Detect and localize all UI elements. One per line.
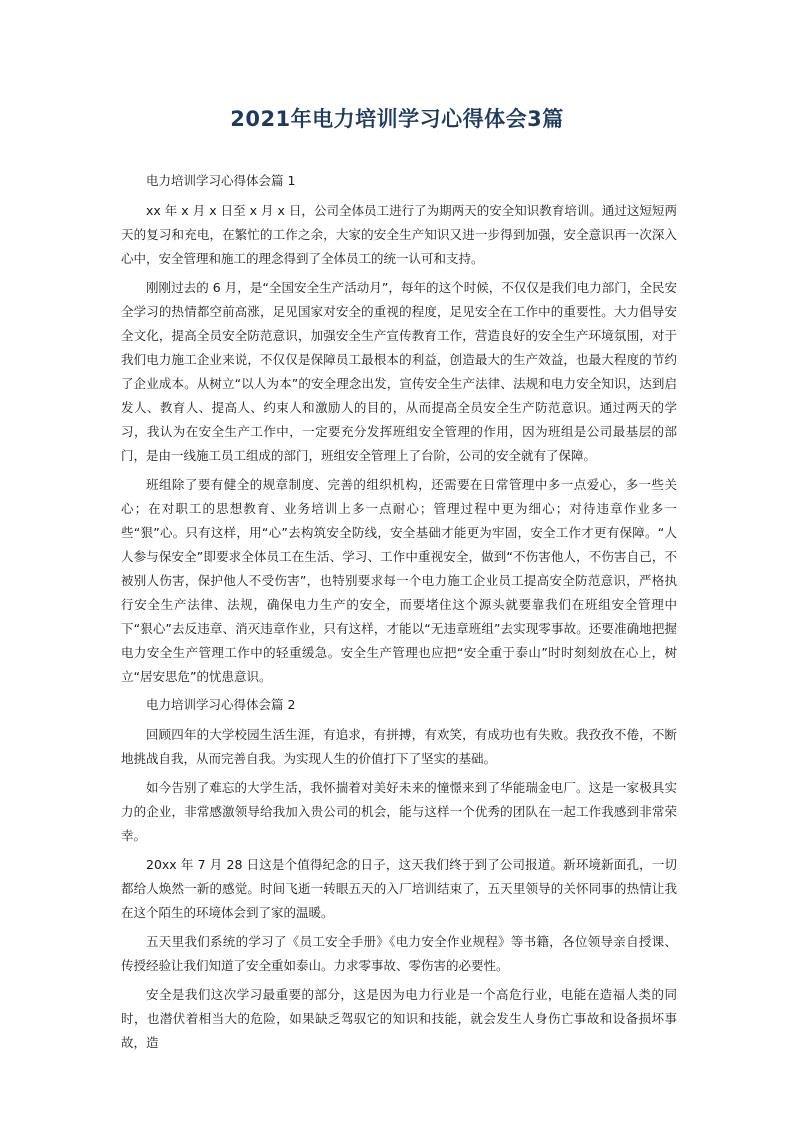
paragraph: 五天里我们系统的学习了《员工安全手册》《电力安全作业规程》等书籍，各位领导亲自授课、传授经验让我们知道了安全重如泰山。力求零事故、零伤害的必要性。 [121,934,677,973]
paragraph: 如今告别了难忘的大学生活，我怀揣着对美好未来的憧憬来到了华能瑞金电厂。这是一家极具实力的企业，非常感激领导给我加入贵公司的机会，能与这样一个优秀的团队在一起工作我感到非常荣幸。 [121,780,677,843]
paragraph: 安全是我们这次学习最重要的部分，这是因为电力行业是一个高危行业，电能在造福人类的同时，也潜伏着相当大的危险，如果缺乏驾驭它的知识和技能，就会发生人身伤亡事故和设备损坏事故，造 [121,987,677,1050]
paragraph: 刚刚过去的 6 月，是“全国安全生产活动月”，每年的这个时候，不仅仅是我们电力部门，全民安全学习的热情都空前高涨，足见国家对安全的重视的程度，足见安全在工作中的重要性。大力倡导安全文化，提高全员安全防范意识，加强安全生产宣传教育工作，营造良好的安全生产环境氛围，对于我们电力施工企业来说，不仅仅是保障员工最根本的利益，创造最大的生产效益，也最大程度的节约了企业成本。从树立“以人为本”的安全理念出发，宣传安全生产法律、法规和电力安全知识，达到启发人、教育人、提高人、约束人和激励人的目的，从而提高全员安全生产防范意识。通过两天的学习，我认为在安全生产工作中，一定要充分发挥班组安全管理的作用，因为班组是公司最基层的部门，是由一线施工员工组成的部门，班组安全管理上了台阶，公司的安全就有了保障。 [121,280,677,463]
document-title: 2021年电力培训学习心得体会3篇 [230,107,564,131]
paragraph: 20xx 年 7 月 28 日这是个值得纪念的日子，这天我们终于到了公司报道。新环境新面孔，一切都给人焕然一新的感觉。时间飞逝一转眼五天的入厂培训结束了，五天里领导的关怀同事的热情让我在这个陌生的环境体会到了家的温暖。 [121,857,677,920]
paragraph: 班组除了要有健全的规章制度、完善的组织机构，还需要在日常管理中多一点爱心，多一些关心；在对职工的思想教育、业务培训上多一点耐心；管理过程中更为细心；对待违章作业多一些“狠”心。只有这样，用“心”去构筑安全防线，安全基础才能更为牢固，安全工作才更有保障。“人人参与保安全”即要求全体员工在生活、学习、工作中重视安全，做到“不伤害他人，不伤害自己，不被别人伤害，保护他人不受伤害”，也特别要求每一个电力施工企业员工提高安全防范意识，严格执行安全生产法律、法规，确保电力生产的安全，而要堵住这个源头就要靠我们在班组安全管理中下“狠心”去反违章、消灭违章作业，只有这样，才能以“无违章班组”去实现零事故。还要准确地把握电力安全生产管理工作中的轻重缓急。安全生产管理也应把“安全重于泰山”时时刻刻放在心上，树立“居安思危”的忧患意识。 [121,477,677,684]
section-heading-1: 电力培训学习心得体会篇 1 [146,173,296,188]
section-heading-2: 电力培训学习心得体会篇 2 [146,697,296,712]
paragraph: xx 年 x 月 x 日至 x 月 x 日，公司全体员工进行了为期两天的安全知识教育培训。通过这短短两天的复习和充电，在繁忙的工作之余，大家的安全生产知识又进一步得到加强，安全意识再一次深入心中，安全管理和施工的理念得到了全体员工的统一认可和支持。 [121,203,677,266]
paragraph: 回顾四年的大学校园生活生涯，有追求，有拼搏，有欢笑，有成功也有失败。我孜孜不倦，不断地挑战自我，从而完善自我。为实现人生的价值打下了坚实的基础。 [121,727,677,766]
document-body [121,170,677,1060]
